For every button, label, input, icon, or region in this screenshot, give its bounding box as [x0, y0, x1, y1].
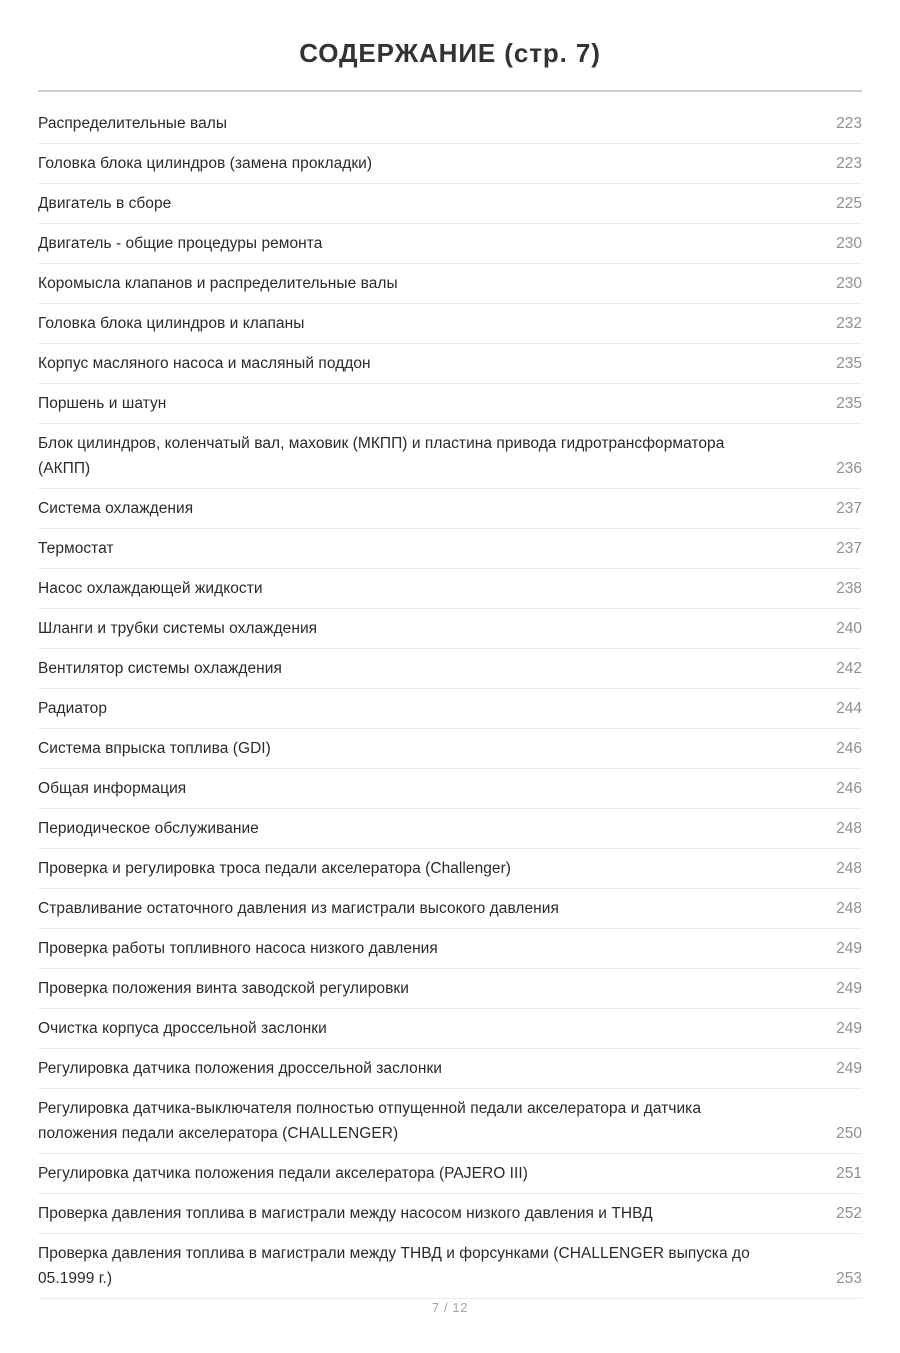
- toc-entry-page-number: 230: [836, 235, 862, 253]
- toc-entry[interactable]: [38, 1009, 862, 1049]
- toc-entry-page-number: 249: [836, 980, 862, 998]
- toc-entry-page-number: 223: [836, 155, 862, 173]
- toc-entry-title: Блок цилиндров, коленчатый вал, маховик (МКПП) и пластина привода гидротрансформатора (АКПП): [38, 435, 725, 478]
- toc-entry-title: Термостат: [38, 540, 114, 558]
- toc-entry[interactable]: [38, 224, 862, 264]
- toc-entry[interactable]: [38, 809, 862, 849]
- toc-entry-page-number: 249: [836, 1060, 862, 1078]
- toc-entry[interactable]: [38, 1049, 862, 1089]
- toc-entry-page-number: 250: [836, 1125, 862, 1143]
- toc-entry-title: Проверка давления топлива в магистрали между ТНВД и форсунками (CHALLENGER выпуска до 05.1999 г.): [38, 1245, 750, 1288]
- toc-entry-title: Коромысла клапанов и распределительные валы: [38, 275, 398, 293]
- toc-entry-page-number: 235: [836, 395, 862, 413]
- toc-entry-title: Вентилятор системы охлаждения: [38, 660, 282, 678]
- toc-entry-title: Шланги и трубки системы охлаждения: [38, 620, 318, 638]
- toc-entry-page-number: 230: [836, 275, 862, 293]
- toc-entry-title: Проверка и регулировка троса педали акселератора (Challenger): [38, 860, 512, 878]
- toc-entry-list: [38, 92, 862, 1299]
- toc-entry[interactable]: [38, 569, 862, 609]
- toc-entry-page-number: 225: [836, 195, 862, 213]
- toc-entry[interactable]: [38, 689, 862, 729]
- toc-entry-title: Проверка давления топлива в магистрали между насосом низкого давления и ТНВД: [38, 1205, 653, 1223]
- toc-entry-title: Распределительные валы: [38, 115, 228, 133]
- toc-entry[interactable]: [38, 769, 862, 809]
- toc-entry-title: Проверка работы топливного насоса низкого давления: [38, 940, 438, 958]
- toc-entry-title: Головка блока цилиндров и клапаны: [38, 315, 305, 333]
- toc-entry-title: Система впрыска топлива (GDI): [38, 740, 271, 758]
- toc-entry-page-number: 248: [836, 820, 862, 838]
- toc-entry-page-number: 242: [836, 660, 862, 678]
- toc-entry[interactable]: [38, 729, 862, 769]
- toc-entry-title: Радиатор: [38, 700, 107, 718]
- toc-entry-page-number: 249: [836, 1020, 862, 1038]
- toc-entry-page-number: 251: [836, 1165, 862, 1183]
- toc-entry-title: Головка блока цилиндров (замена прокладки): [38, 155, 373, 173]
- toc-entry[interactable]: [38, 304, 862, 344]
- toc-entry-page-number: 232: [836, 315, 862, 333]
- toc-entry[interactable]: [38, 929, 862, 969]
- toc-entry-page-number: 248: [836, 860, 862, 878]
- toc-entry[interactable]: [38, 889, 862, 929]
- toc-entry[interactable]: [38, 1089, 862, 1154]
- toc-entry-title: Корпус масляного насоса и масляный поддон: [38, 355, 371, 373]
- toc-entry-page-number: 235: [836, 355, 862, 373]
- toc-entry[interactable]: [38, 1234, 862, 1299]
- toc-entry[interactable]: [38, 1154, 862, 1194]
- toc-entry-title: Общая информация: [38, 780, 187, 798]
- toc-entry-title: Поршень и шатун: [38, 395, 167, 413]
- toc-entry-page-number: 240: [836, 620, 862, 638]
- toc-entry[interactable]: [38, 969, 862, 1009]
- page-footer: [38, 1299, 862, 1353]
- toc-entry[interactable]: [38, 105, 862, 144]
- toc-entry[interactable]: [38, 424, 862, 489]
- toc-entry-page-number: 252: [836, 1205, 862, 1223]
- toc-entry[interactable]: [38, 529, 862, 569]
- toc-entry-title: Регулировка датчика положения дроссельной заслонки: [38, 1060, 442, 1078]
- toc-entry-title: Регулировка датчика-выключателя полностью отпущенной педали акселератора и датчика положения педали акселератора (CHALLENGER): [38, 1100, 701, 1143]
- toc-entry-title: Система охлаждения: [38, 500, 194, 518]
- toc-entry-title: Двигатель - общие процедуры ремонта: [38, 235, 323, 253]
- toc-entry-page-number: 246: [836, 740, 862, 758]
- toc-entry-page-number: 237: [836, 540, 862, 558]
- toc-entry-page-number: 237: [836, 500, 862, 518]
- toc-entry[interactable]: [38, 849, 862, 889]
- toc-entry-page-number: 238: [836, 580, 862, 598]
- toc-entry[interactable]: [38, 144, 862, 184]
- toc-entry-page-number: 246: [836, 780, 862, 798]
- toc-entry[interactable]: [38, 344, 862, 384]
- toc-entry[interactable]: [38, 184, 862, 224]
- page-indicator: 7 / 12: [431, 1300, 469, 1316]
- toc-entry-page-number: 249: [836, 940, 862, 958]
- toc-entry[interactable]: [38, 1194, 862, 1234]
- toc-entry-page-number: 236: [836, 460, 862, 478]
- toc-entry-title: Периодическое обслуживание: [38, 820, 259, 838]
- toc-entry[interactable]: [38, 649, 862, 689]
- toc-entry-page-number: 223: [836, 115, 862, 133]
- toc-entry[interactable]: [38, 264, 862, 304]
- toc-entry-title: Стравливание остаточного давления из магистрали высокого давления: [38, 900, 559, 918]
- toc-entry-title: Проверка положения винта заводской регулировки: [38, 980, 409, 998]
- toc-entry[interactable]: [38, 489, 862, 529]
- toc-entry[interactable]: [38, 609, 862, 649]
- toc-entry-title: Очистка корпуса дроссельной заслонки: [38, 1020, 327, 1038]
- page-title: СОДЕРЖАНИЕ (стр. 7): [299, 38, 601, 68]
- toc-entry-title: Регулировка датчика положения педали акселератора (PAJERO III): [38, 1165, 528, 1183]
- toc-entry-title: Двигатель в сборе: [38, 195, 172, 213]
- toc-entry-page-number: 248: [836, 900, 862, 918]
- toc-entry[interactable]: [38, 384, 862, 424]
- toc-entry-page-number: 253: [836, 1270, 862, 1288]
- toc-entry-page-number: 244: [836, 700, 862, 718]
- toc-entry-title: Насос охлаждающей жидкости: [38, 580, 263, 598]
